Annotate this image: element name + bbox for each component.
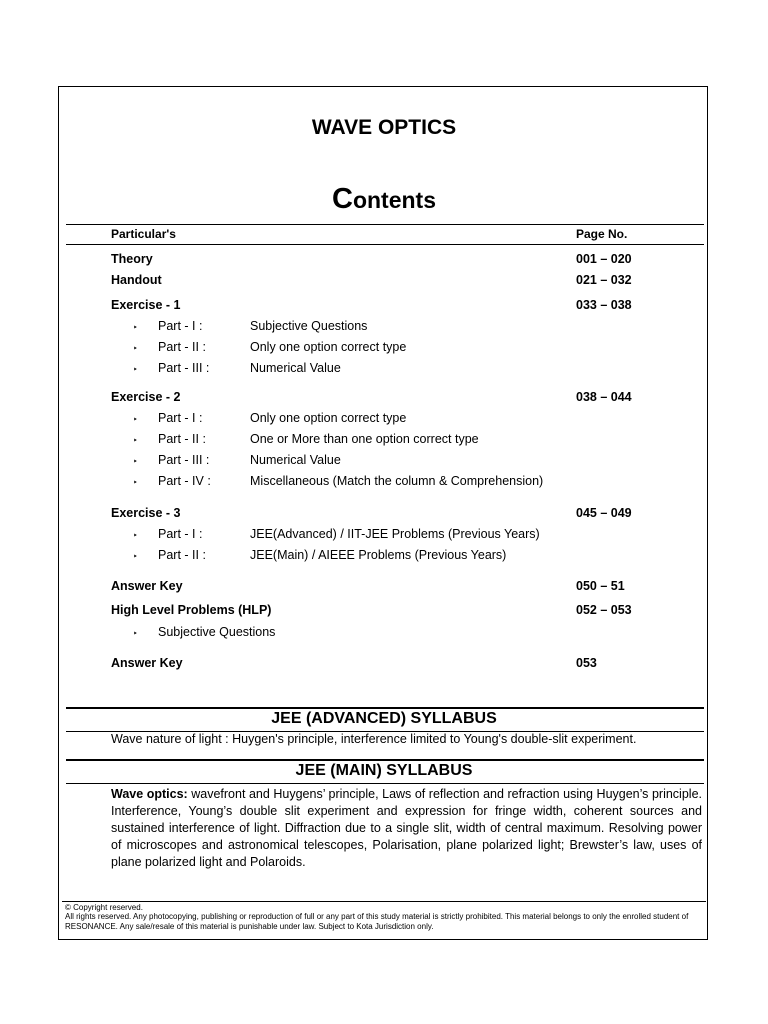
hlp-pages: 052 – 053 xyxy=(576,603,632,617)
contents-rest: ontents xyxy=(352,187,436,213)
main-syllabus-text xyxy=(111,786,702,871)
ex1-part2-desc: Only one option correct type xyxy=(250,340,407,354)
ex1-part1-desc: Subjective Questions xyxy=(250,319,368,333)
handout-label: Handout xyxy=(111,273,162,287)
rights-notice: All rights reserved. Any photocopying, publishing or reproduction of full or any part of this study material is strictly prohibited. This material belongs to only the enrolled student of RESONANCE. Any sale/resale of this material is punishable under law. Subject to Kota Jurisdiction only. xyxy=(65,912,689,931)
exercise3-label: Exercise - 3 xyxy=(111,506,181,520)
ex2-part1: Part - I : xyxy=(158,411,203,425)
main-syllabus-body: wavefront and Huygens’ principle, Laws of reflection and refraction using Huygen’s principle. Interference, Young’s double slit experiment and expression for fringe width, coherent sources and sustained interference of light. Diffraction due to a single slit, width of central maximum. Resolving power of microscopes and astronomical telescopes, Polarisation, plane polarized light; Brewster’s law, uses of plane polarized light and Polaroids. xyxy=(111,787,702,869)
answer-key2-label: Answer Key xyxy=(111,656,183,670)
footer-rule xyxy=(62,901,706,902)
answer-key1-label: Answer Key xyxy=(111,579,183,593)
adv-syllabus-text: Wave nature of light : Huygen's principle, interference limited to Young's double-slit experiment. xyxy=(111,732,637,746)
bullet-icon: ‣ xyxy=(133,436,138,445)
ex1-part3: Part - III : xyxy=(158,361,210,375)
bullet-icon: ‣ xyxy=(133,344,138,353)
exercise2-label: Exercise - 2 xyxy=(111,390,181,404)
answer-key1-pages: 050 – 51 xyxy=(576,579,625,593)
table-header-rule xyxy=(66,244,704,245)
ex3-part2-desc: JEE(Main) / AIEEE Problems (Previous Years) xyxy=(250,548,507,562)
contents-heading xyxy=(0,183,768,216)
hlp-sub: Subjective Questions xyxy=(158,625,276,639)
particulars-header: Particular's xyxy=(111,227,176,241)
main-syllabus-lead: Wave optics: xyxy=(111,787,188,801)
ex3-part1: Part - I : xyxy=(158,527,203,541)
answer-key2-pages: 053 xyxy=(576,656,597,670)
ex1-part2: Part - II : xyxy=(158,340,206,354)
adv-syllabus-top-rule xyxy=(66,707,704,709)
adv-syllabus-heading: JEE (ADVANCED) SYLLABUS xyxy=(271,710,497,727)
bullet-icon: ‣ xyxy=(133,415,138,424)
theory-pages: 001 – 020 xyxy=(576,252,632,266)
bullet-icon: ‣ xyxy=(133,629,138,638)
ex3-part1-desc: JEE(Advanced) / IIT-JEE Problems (Previous Years) xyxy=(250,527,540,541)
bullet-icon: ‣ xyxy=(133,531,138,540)
ex2-part3-desc: Numerical Value xyxy=(250,453,341,467)
main-syllabus-bottom-rule xyxy=(66,783,704,784)
ex2-part1-desc: Only one option correct type xyxy=(250,411,407,425)
ex2-part2-desc: One or More than one option correct type xyxy=(250,432,479,446)
bullet-icon: ‣ xyxy=(133,323,138,332)
theory-label: Theory xyxy=(111,252,153,266)
main-syllabus-heading: JEE (MAIN) SYLLABUS xyxy=(295,762,473,779)
ex2-part4: Part - IV : xyxy=(158,474,211,488)
ex2-part3: Part - III : xyxy=(158,453,210,467)
exercise1-pages: 033 – 038 xyxy=(576,298,632,312)
bullet-icon: ‣ xyxy=(133,365,138,374)
bullet-icon: ‣ xyxy=(133,552,138,561)
bullet-icon: ‣ xyxy=(133,478,138,487)
contents-initial: C xyxy=(331,183,353,215)
exercise1-label: Exercise - 1 xyxy=(111,298,181,312)
ex1-part1: Part - I : xyxy=(158,319,203,333)
ex2-part4-desc: Miscellaneous (Match the column & Comprehension) xyxy=(250,474,544,488)
ex1-part3-desc: Numerical Value xyxy=(250,361,341,375)
ex3-part2: Part - II : xyxy=(158,548,206,562)
document-title: WAVE OPTICS xyxy=(311,116,457,139)
table-top-rule xyxy=(66,224,704,225)
hlp-label: High Level Problems (HLP) xyxy=(111,603,272,617)
copyright-line: © Copyright reserved. xyxy=(65,903,143,912)
handout-pages: 021 – 032 xyxy=(576,273,632,287)
bullet-icon: ‣ xyxy=(133,457,138,466)
exercise2-pages: 038 – 044 xyxy=(576,390,632,404)
page-no-header: Page No. xyxy=(576,227,628,241)
ex2-part2: Part - II : xyxy=(158,432,206,446)
exercise3-pages: 045 – 049 xyxy=(576,506,632,520)
main-syllabus-top-rule xyxy=(66,759,704,761)
